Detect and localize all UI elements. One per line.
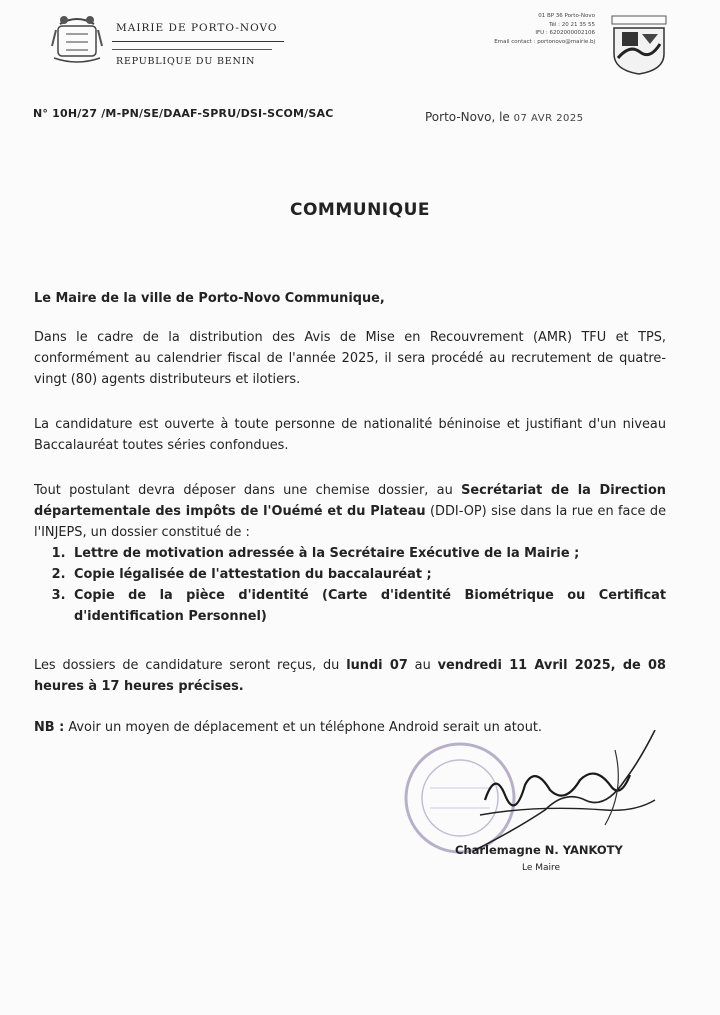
paragraph-1: Dans le cadre de la distribution des Avis de Mise en Recouvrement (AMR) TFU et TPS, conformément au calendrier fiscal de l'année 2025, il sera procédé au recrutement de quatre-vingt (80) agents distributeurs et ilotiers. xyxy=(34,330,666,387)
contact-block xyxy=(455,12,595,46)
contact-line: Email contact : portonovo@mairie.bj xyxy=(494,38,595,45)
list-item: 2. Copie légalisée de l'attestation du baccalauréat ; xyxy=(70,564,666,585)
page-title: COMMUNIQUE xyxy=(290,200,430,220)
paragraph-3-office: Secrétariat de la Direction départementale des impôts de l'Ouémé et du Plateau xyxy=(34,483,666,519)
start-date: lundi 07 xyxy=(346,658,408,673)
republic-name: REPUBLIQUE DU BENIN xyxy=(116,56,256,67)
paragraph-3 xyxy=(34,480,666,543)
paragraph-2: La candidature est ouverte à toute personne de nationalité béninoise et justifiant d'un niveau Baccalauréat toutes séries confondues. xyxy=(34,417,666,453)
nb-label: NB : xyxy=(34,720,65,735)
required-documents-list xyxy=(34,543,666,627)
signature-icon xyxy=(455,730,670,860)
place-date-prefix: Porto-Novo, le xyxy=(425,110,510,124)
list-item: 1. Lettre de motivation adressée à la Secrétaire Exécutive de la Mairie ; xyxy=(70,543,666,564)
header-rule xyxy=(112,41,284,42)
city-emblem-icon xyxy=(610,14,668,76)
signer-title: Le Maire xyxy=(522,863,561,873)
paragraph-4 xyxy=(34,655,666,697)
letterhead-left xyxy=(50,12,310,72)
paragraph-3-start: Tout postulant devra déposer dans une chemise dossier, au xyxy=(34,483,462,498)
end-date-hours: vendredi 11 Avril 2025, de 08 heures à 17 heures précises. xyxy=(34,658,666,694)
reference-number: N° 10H/27 /M-PN/SE/DAAF-SPRU/DSI-SCOM/SAC xyxy=(33,107,334,120)
paragraph-4-mid: au xyxy=(407,658,438,673)
nb-text: Avoir un moyen de déplacement et un téléphone Android serait un atout. xyxy=(64,720,543,735)
paragraph-3-end: (DDI-OP) sise dans la rue en face de l'INJEPS, un dossier constitué de : xyxy=(34,504,667,540)
coat-of-arms-icon xyxy=(50,12,104,66)
paragraph-4-start: Les dossiers de candidature seront reçus, du xyxy=(34,658,347,673)
contact-line: IFU : 6202000002106 xyxy=(535,30,595,37)
date-stamp: 07 AVR 2025 xyxy=(513,113,584,124)
signer-name: Charlemagne N. YANKOTY xyxy=(455,843,623,857)
mairie-name: MAIRIE DE PORTO-NOVO xyxy=(116,22,278,34)
list-item: 3. Copie de la pièce d'identité (Carte d'identité Biométrique ou Certificat d'identification Personnel) xyxy=(70,585,666,627)
intro-line: Le Maire de la ville de Porto-Novo Communique, xyxy=(34,291,385,306)
contact-line: 01 BP 36 Porto-Novo xyxy=(538,13,595,19)
contact-line: Tél : 20 21 35 55 xyxy=(549,21,595,28)
communique-body xyxy=(34,288,666,738)
header-rule xyxy=(112,49,272,50)
place-date xyxy=(425,110,584,124)
